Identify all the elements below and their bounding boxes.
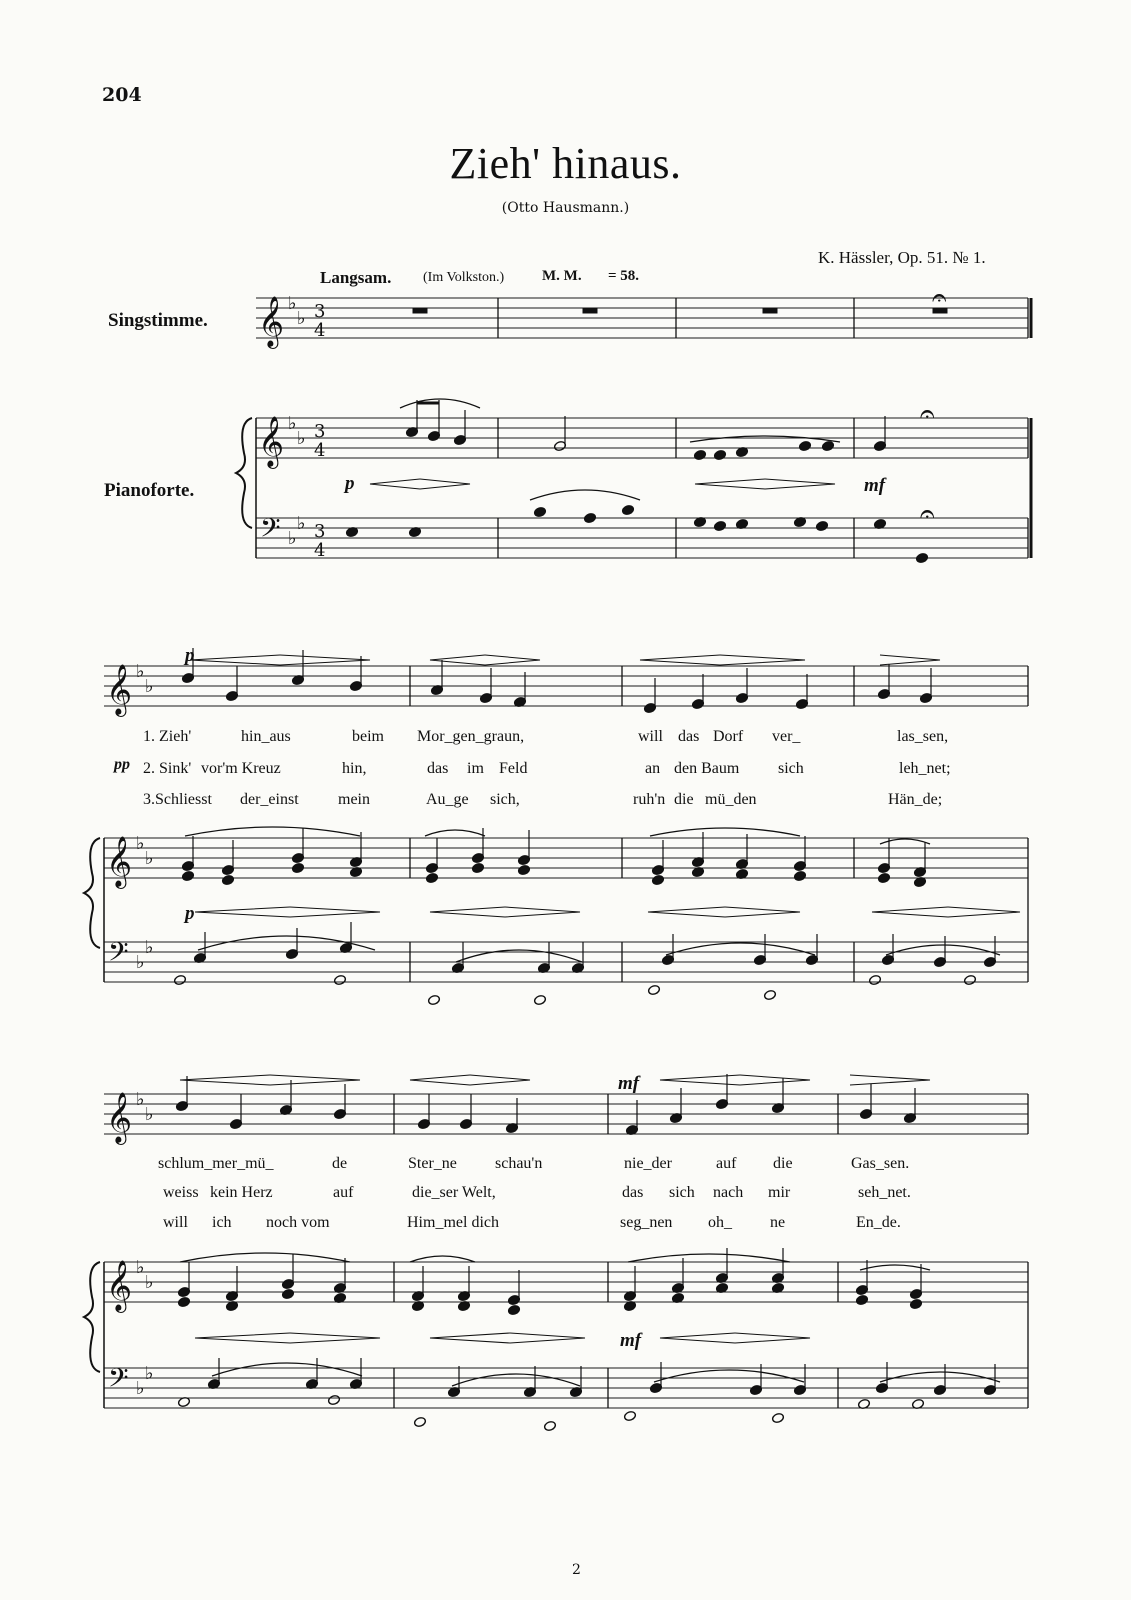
piano-brace [84,838,100,948]
notehead [517,864,530,875]
lyric-s3v2-3: auf [333,1184,354,1201]
notehead [281,1288,294,1299]
notehead [533,506,546,517]
lyric-s2v3-2: der_einst [240,791,299,808]
dynamic-voice-sys3: mf [618,1073,640,1094]
lyric-s3v1-4: schau'n [495,1155,543,1172]
flat-icon: ♭ [136,661,145,682]
notehead [651,874,664,885]
decrescendo-hairpin [948,907,1020,917]
lyric-s2v1-6: das [678,728,700,745]
slur [530,490,640,500]
treble-clef-icon: 𝄞 [106,664,133,715]
lyric-s3v3-3: noch vom [266,1214,330,1231]
slur [654,1370,804,1382]
lyric-s3v2-4: die_ser Welt, [412,1184,496,1201]
dynamic-piano-sys2: p [185,903,195,924]
notehead [181,870,194,881]
lyric-s3v1-1: schlum_mer_mü_ [158,1155,274,1172]
notehead [533,994,546,1005]
notehead [815,520,828,531]
decrescendo-hairpin [510,1333,585,1343]
slur [880,1372,1000,1382]
decrescendo-hairpin [420,479,470,489]
crescendo-hairpin [660,1333,735,1343]
flat-icon: ♭ [136,952,145,973]
flat-icon: ♭ [297,513,306,534]
decrescendo-hairpin [720,655,805,665]
slur [425,830,485,836]
poet-credit: (Otto Hausmann.) [501,200,630,216]
flat-icon: ♭ [145,1272,154,1293]
lyric-s2v2-10: leh_net; [899,760,951,777]
lyric-s3v3-4: Him_mel dich [407,1214,499,1231]
lyric-s3v3-6: oh_ [708,1214,732,1231]
decrescendo-hairpin [740,1075,810,1085]
crescendo-hairpin [648,907,725,917]
lyric-s3v1-8: Gas_sen. [851,1155,910,1172]
slur [400,399,480,408]
lyric-s2v3-4: Au_ge [426,791,469,808]
fermata-icon: 𝄐 [932,283,947,313]
notehead [583,512,596,523]
notehead [333,974,346,985]
crescendo-hairpin [180,1075,270,1085]
bass-clef-icon: 𝄢 [108,936,129,974]
lyric-s3v3-7: ne [770,1214,786,1231]
lyric-s3v3-5: seg_nen [620,1214,673,1231]
slur [886,945,1000,955]
treble-clef-icon: 𝄞 [258,416,285,467]
flat-icon: ♭ [136,1089,145,1110]
lyric-s2v1-7: Dorf [713,728,744,745]
flat-icon: ♭ [136,1378,145,1399]
flat-icon: ♭ [297,428,306,449]
notehead [173,974,186,985]
notehead [647,984,660,995]
flat-icon: ♭ [288,413,297,434]
notehead [621,504,634,515]
notehead [771,1412,784,1423]
lyric-s3v3-1: will [163,1214,188,1231]
notehead [291,862,304,873]
lyric-s3v2-8: mir [768,1184,791,1201]
crescendo-hairpin [195,1333,290,1343]
lyric-s2v1-3: beim [352,728,384,745]
dynamic-voice-sys2: p [185,645,195,666]
flat-icon: ♭ [288,293,297,314]
lyric-s3v1-7: die [773,1155,793,1172]
notehead [713,520,726,531]
lyric-s2v1-9: las_sen, [897,728,949,745]
slur [666,943,815,955]
notehead [623,1410,636,1421]
notehead [915,552,928,563]
decrescendo-hairpin [505,907,580,917]
fermata-icon: 𝄐 [920,499,935,529]
crescendo-hairpin [660,1075,740,1085]
crescendo-hairpin [190,655,280,665]
decrescendo-hairpin [765,479,835,489]
lyric-s2v2-6: Feld [499,760,528,777]
lyric-s2v2-7: an [645,760,661,777]
lyric-s2v2-3: hin, [342,760,367,777]
lyric-s3v2-5: das [622,1184,644,1201]
crescendo-hairpin [872,907,948,917]
lyric-s2v3-7: die [674,791,694,808]
fermata-icon: 𝄐 [920,399,935,429]
lyric-s2v1-4: Mor_gen_graun, [417,728,525,745]
crescendo-hairpin [640,655,720,665]
slur [690,436,840,442]
notehead [793,870,806,881]
slur [628,1254,790,1262]
metronome-value: = 58. [608,268,640,284]
notehead [425,872,438,883]
notehead [855,1294,868,1305]
decrescendo-hairpin [270,1075,360,1085]
notehead [821,440,834,451]
time-sig-top: 3 [314,421,326,442]
dynamic-verse3-sys2: pp [114,756,130,773]
notehead [327,1394,340,1405]
lyric-s2v1-1: 1. Zieh' [143,728,192,745]
lyric-s3v1-2: de [332,1155,348,1172]
time-sig-bottom: 4 [314,320,326,341]
lyric-s2v3-8: mü_den [705,791,757,808]
lyric-s3v3-8: En_de. [856,1214,901,1231]
flat-icon: ♭ [136,1257,145,1278]
piano-part-label: Pianoforte. [104,480,195,501]
dynamic-piano-sys1: p [345,473,355,494]
notehead [221,874,234,885]
notehead [763,989,776,1000]
whole-rest [413,308,427,313]
notehead [177,1296,190,1307]
flat-icon: ♭ [297,308,306,329]
flat-icon: ♭ [145,676,154,697]
tempo-marking: Langsam. [320,268,392,287]
song-title: Zieh' hinaus. [449,139,682,188]
bass-clef-icon: 𝄢 [260,512,281,550]
decrescendo-hairpin [725,907,800,917]
slur [880,839,930,844]
notehead [877,872,890,883]
notehead [413,1416,426,1427]
lyric-s2v1-5: will [638,728,663,745]
lyric-s2v2-8: den Baum [674,760,740,777]
decrescendo-hairpin [290,1333,380,1343]
lyric-s3v1-6: auf [716,1155,737,1172]
tempo-subtitle: (Im Volkston.) [423,270,505,285]
lyric-s2v1-2: hin_aus [241,728,291,745]
bass-clef-icon: 𝄢 [108,1362,129,1400]
whole-rest [583,308,597,313]
notehead [543,1420,556,1431]
crescendo-hairpin [195,907,290,917]
notehead [963,974,976,985]
notehead [427,994,440,1005]
decrescendo-hairpin [280,655,370,665]
decrescendo-hairpin [880,655,940,665]
lyric-s3v1-5: nie_der [624,1155,672,1172]
time-sig-top: 3 [314,301,326,322]
notehead [471,862,484,873]
flat-icon: ♭ [136,833,145,854]
crescendo-hairpin [370,479,420,489]
treble-clef-icon: 𝄞 [106,1092,133,1143]
lyric-s2v2-4: das [427,760,449,777]
lyric-s2v2-9: sich [778,760,804,777]
flat-icon: ♭ [145,848,154,869]
lyric-s2v2-5: im [467,760,484,777]
piano-brace [236,418,252,528]
slur [452,1374,580,1386]
crescendo-hairpin [695,479,765,489]
lyric-s2v3-9: Hän_de; [888,791,943,808]
notehead [507,1304,520,1315]
treble-clef-icon: 𝄞 [106,1260,133,1311]
crescendo-hairpin [430,1333,510,1343]
lyric-s3v3-2: ich [212,1214,232,1231]
crescendo-hairpin [430,907,505,917]
lyric-s3v2-7: nach [713,1184,744,1201]
lyric-s3v2-9: seh_net. [858,1184,911,1201]
composer-credit: K. Hässler, Op. 51. № 1. [818,248,986,267]
notehead [798,440,811,451]
crescendo-hairpin [430,655,485,665]
lyric-s2v3-1: 3.Schliesst [143,791,212,808]
decrescendo-hairpin [735,1333,810,1343]
dynamic-mf-sys1: mf [864,475,886,496]
voice-part-label: Singstimme. [108,310,208,331]
lyric-s2v1-8: ver_ [772,728,801,745]
lyric-s3v2-6: sich [669,1184,695,1201]
slur [410,1256,475,1262]
whole-rest [763,308,777,313]
lyric-s2v3-5: sich, [490,791,520,808]
notehead [713,449,726,460]
flat-icon: ♭ [145,1363,154,1384]
lyric-s2v3-3: mein [338,791,370,808]
decrescendo-hairpin [470,1075,530,1085]
notehead [868,974,881,985]
time-sig-top: 3 [314,521,326,542]
slur [650,828,800,836]
decrescendo-hairpin [850,1075,930,1085]
lyric-s2v2-2: vor'm Kreuz [201,760,281,777]
flat-icon: ♭ [145,937,154,958]
page-number: 204 [102,84,142,106]
slur [860,1265,930,1270]
notehead [909,1298,922,1309]
piano-brace [84,1262,100,1372]
slur [212,1363,362,1376]
flat-icon: ♭ [288,528,297,549]
notehead [693,449,706,460]
footer-mark: 2 [572,1562,581,1578]
crescendo-hairpin [410,1075,470,1085]
lyric-s3v2-2: kein Herz [210,1184,273,1201]
treble-clef-icon: 𝄞 [106,836,133,887]
time-sig-bottom: 4 [314,540,326,561]
flat-icon: ♭ [145,1104,154,1125]
metronome-label: M. M. [542,268,582,284]
decrescendo-hairpin [290,907,380,917]
lyric-s3v1-3: Ster_ne [408,1155,457,1172]
lyric-s3v2-1: weiss [163,1184,199,1201]
lyric-s2v3-6: ruh'n [633,791,666,808]
slur [185,827,360,836]
time-sig-bottom: 4 [314,440,326,461]
decrescendo-hairpin [485,655,540,665]
lyric-s2v2-1: 2. Sink' [143,760,192,777]
slur [180,1253,350,1262]
treble-clef-icon: 𝄞 [258,296,285,347]
dynamic-piano-sys3: mf [620,1330,642,1351]
